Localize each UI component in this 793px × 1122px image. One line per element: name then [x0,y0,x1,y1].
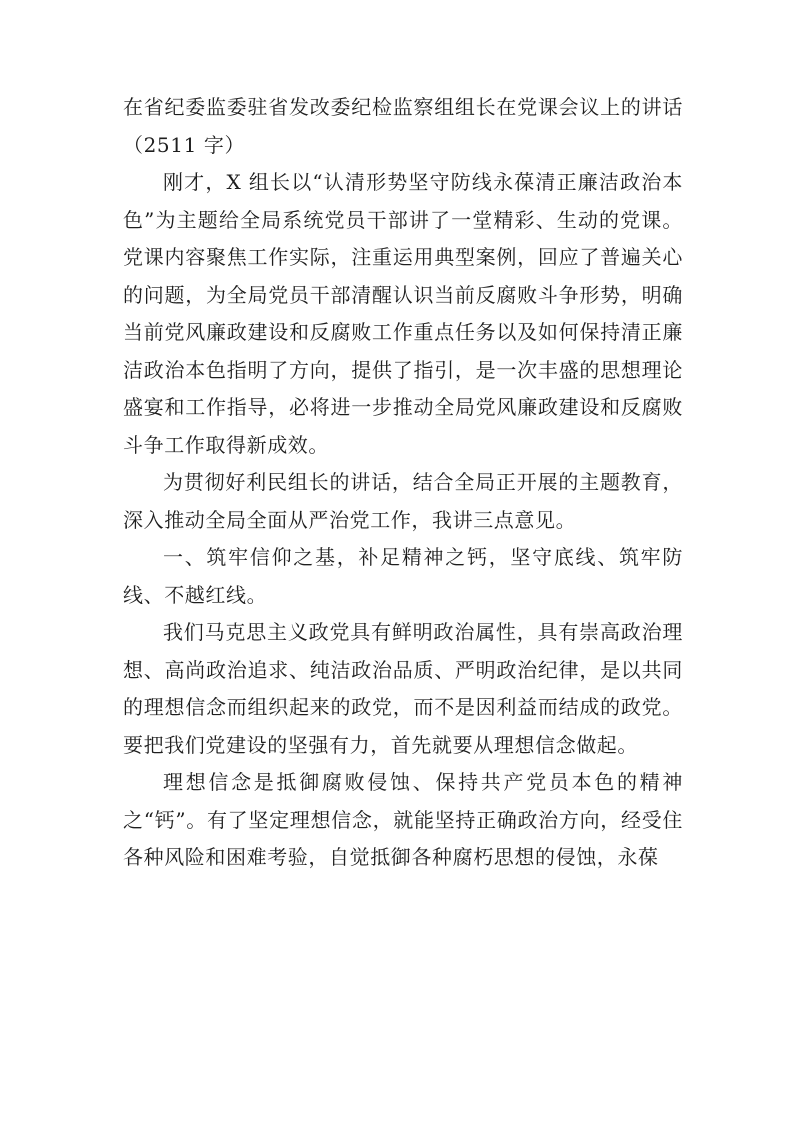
section-heading-one: 一、筑牢信仰之基，补足精神之钙，坚守底线、筑牢防线、不越红线。 [123,545,683,607]
paragraph-opening-remarks: 刚才，X 组长以“认清形势坚守防线永葆清正廉洁政治本色”为主题给全局系统党员干部讲了一堂精彩、生动的党课。党课内容聚焦工作实际，注重运用典型案例，回应了普遍关心的问题，为全局党员干部清醒认识当前反腐败斗争形势，明确当前党风廉政建设和反腐败工作重点任务以及如何保持清正廉洁政治本色指明了方向，提供了指引，是一次丰盛的思想理论盛宴和工作指导，必将进一步推动全局党风廉政建设和反腐败斗争工作取得新成效。 [123,170,683,457]
paragraph-three-points-intro: 为贯彻好利民组长的讲话，结合全局正开展的主题教育，深入推动全局全面从严治党工作，我讲三点意见。 [123,470,683,532]
paragraph-ideals-beliefs: 理想信念是抵御腐败侵蚀、保持共产党员本色的精神之“钙”。有了坚定理想信念，就能坚持正确政治方向，经受住各种风险和困难考验，自觉抵御各种腐朽思想的侵蚀，永葆 [123,770,683,869]
paragraph-party-attributes: 我们马克思主义政党具有鲜明政治属性，具有崇高政治理想、高尚政治追求、纯洁政治品质、严明政治纪律，是以共同的理想信念而组织起来的政党，而不是因利益而结成的政党。要把我们党建设的坚强有力，首先就要从理想信念做起。 [123,620,683,757]
document-body [123,89,683,877]
document-title: 在省纪委监委驻省发改委纪检监察组组长在党课会议上的讲话（2511 字） [123,95,683,157]
